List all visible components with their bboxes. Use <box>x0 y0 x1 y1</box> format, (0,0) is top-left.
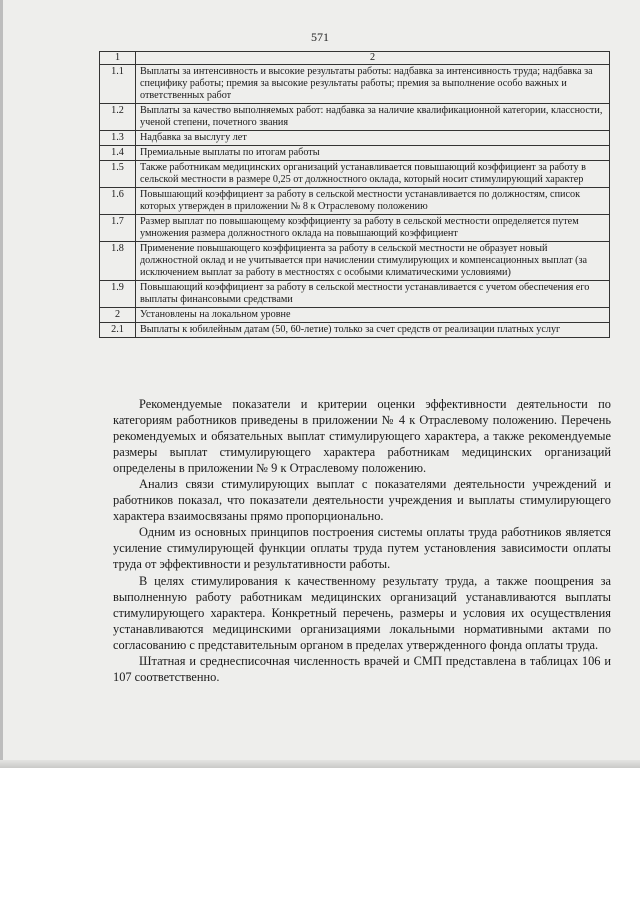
scan-left-edge <box>0 0 3 768</box>
paragraph: Одним из основных принципов построения системы оплаты труда работников является усиление стимулирующей функции оплаты труда путем установления зависимости оплаты труда от эффективности и результативности работы. <box>113 525 611 572</box>
row-text: Надбавка за выслугу лет <box>136 131 610 146</box>
scan-bottom-edge <box>0 760 640 768</box>
payments-table <box>99 51 610 338</box>
row-text: Выплаты за интенсивность и высокие результаты работы: надбавка за интенсивность труда; надбавка за специфику работы; премия за высокие результаты работы; премия за выполнение особо важных и ответственных работ <box>136 65 610 104</box>
row-text: Повышающий коэффициент за работу в сельской местности устанавливается по должностям, список которых утвержден в приложении № 8 к Отраслевому положению <box>136 188 610 215</box>
row-text: Установлены на локальном уровне <box>136 308 610 323</box>
body-text <box>113 396 611 685</box>
table-row <box>100 65 610 104</box>
row-text: Выплаты к юбилейным датам (50, 60-летие) только за счет средств от реализации платных услуг <box>136 323 610 338</box>
row-number: 1.3 <box>100 131 136 146</box>
row-number: 1.6 <box>100 188 136 215</box>
row-number: 1.4 <box>100 146 136 161</box>
table-row <box>100 242 610 281</box>
row-number: 1.9 <box>100 281 136 308</box>
row-text: Применение повышающего коэффициента за работу в сельской местности не образует новый должностной оклад и не учитывается при начислении стимулирующих и компенсационных выплат (за исключением выплат за работу в местностях с особыми климатическими условиями) <box>136 242 610 281</box>
row-number: 1.8 <box>100 242 136 281</box>
row-text: Премиальные выплаты по итогам работы <box>136 146 610 161</box>
row-number: 2.1 <box>100 323 136 338</box>
row-number: 1.5 <box>100 161 136 188</box>
row-text: Также работникам медицинских организаций устанавливается повышающий коэффициент за работу в сельской местности в размере 0,25 от должностного оклада, который носит стимулирующий характер <box>136 161 610 188</box>
table-row <box>100 188 610 215</box>
row-text: Размер выплат по повышающему коэффициенту за работу в сельской местности определяется путем умножения размера должностного оклада на повышающий коэффициент <box>136 215 610 242</box>
row-number: 1.1 <box>100 65 136 104</box>
table-row <box>100 323 610 338</box>
page-number: 571 <box>311 30 329 44</box>
header-col-1: 1 <box>100 52 136 65</box>
table-row <box>100 281 610 308</box>
row-number: 2 <box>100 308 136 323</box>
paragraph: Штатная и среднесписочная численность врачей и СМП представлена в таблицах 106 и 107 соответственно. <box>113 653 611 684</box>
table-header-row <box>100 52 610 65</box>
header-col-2: 2 <box>136 52 610 65</box>
row-text: Повышающий коэффициент за работу в сельской местности устанавливается с учетом обеспечения его выплаты финансовыми средствами <box>136 281 610 308</box>
paragraph: Анализ связи стимулирующих выплат с показателями деятельности учреждений и работников показал, что показатели деятельности учреждения и выплаты стимулирующего характера взаимосвязаны прямо пропорционально. <box>113 477 611 524</box>
paragraph: В целях стимулирования к качественному результату труда, а также поощрения за выполненную работу работникам медицинских организаций устанавливаются выплаты стимулирующего характера. Конкретный перечень, размеры и условия их осуществления устанавливаются медицинскими организациями локальными нормативными актами по согласованию с представительным органом в пределах утвержденного фонда оплаты труда. <box>113 573 611 652</box>
row-number: 1.2 <box>100 104 136 131</box>
table-row <box>100 131 610 146</box>
paragraph: Рекомендуемые показатели и критерии оценки эффективности деятельности по категориям работников приведены в приложении № 4 к Отраслевому положению. Перечень рекомендуемых и обязательных выплат стимулирующего характера, а также рекомендуемые размеры выплат стимулирующего характера работникам медицинских организаций определены в приложении № 9 к Отраслевому положению. <box>113 397 611 476</box>
table-row <box>100 146 610 161</box>
table-row <box>100 161 610 188</box>
table-row <box>100 215 610 242</box>
table-row <box>100 104 610 131</box>
row-number: 1.7 <box>100 215 136 242</box>
table-row <box>100 308 610 323</box>
row-text: Выплаты за качество выполняемых работ: надбавка за наличие квалификационной категории, классности, ученой степени, почетного звания <box>136 104 610 131</box>
